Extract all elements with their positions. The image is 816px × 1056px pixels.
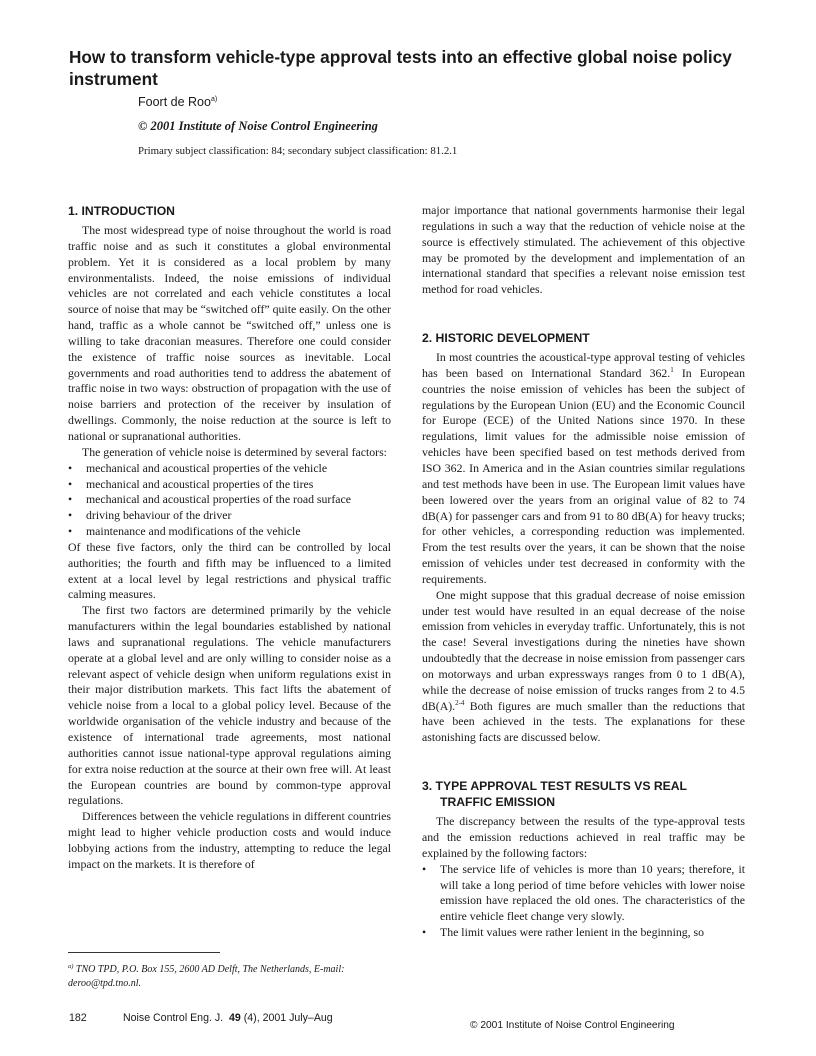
section-heading-introduction: 1. INTRODUCTION	[68, 204, 175, 218]
list-item: • driving behaviour of the driver	[68, 508, 391, 524]
type-approval-paragraph-1: The discrepancy between the results of the type-approval tests and the emission reductions achieved in real traffic may be explained by the following factors:	[422, 814, 745, 860]
paper-title: How to transform vehicle-type approval tests into an effective global noise policy instrument	[69, 47, 732, 89]
section-heading-line-1: 3. TYPE APPROVAL TEST RESULTS VS REAL	[422, 779, 688, 794]
list-item: • mechanical and acoustical properties of the vehicle	[68, 461, 391, 477]
historic-paragraph-2	[422, 588, 745, 746]
page-number: 182	[69, 1012, 87, 1024]
intro-paragraph-5: Differences between the vehicle regulations in different countries might lead to higher vehicle production costs and would induce lobbying actions from the industry, attempting to reduce the legal impact on the markets. It is therefore of	[68, 809, 391, 871]
historic-paragraph-1	[422, 350, 745, 588]
section-heading-line-2: TRAFFIC EMISSION	[440, 795, 556, 810]
historic-paragraph-2-text-b: Both figures are much smaller than the reductions that have been achieved in the tests. The explanations for these astonishing facts are discussed below.	[422, 698, 745, 745]
author-name-text: Foort de Roo	[138, 95, 211, 109]
footnote-mark: a)	[68, 963, 74, 970]
author-footnote	[68, 960, 391, 991]
intro-paragraph-2: The generation of vehicle noise is determined by several factors:	[82, 444, 387, 459]
intro-paragraph-3: Of these five factors, only the third can be controlled by local authorities; the fourth and fifth may be influenced to a limited extent at a local level by legal restrictions and physical traffic calming measures.	[68, 539, 391, 602]
journal-issue-date: (4), 2001 July–Aug	[243, 1012, 333, 1024]
header-copyright: © 2001 Institute of Noise Control Engineering	[138, 119, 378, 133]
left-column	[68, 203, 391, 873]
list-item: • The service life of vehicles is more than 10 years; therefore, it will take a long period of time before vehicles with lower noise emission have replaced the old ones. The characteristics of the entire vehicle fleet change very slowly.	[422, 862, 745, 925]
author-footnote-mark: a)	[210, 96, 218, 103]
footnote-text: TNO TPD, P.O. Box 155, 2600 AD Delft, The Netherlands, E-mail: deroo@tpd.tno.nl.	[68, 964, 345, 989]
footnote-divider	[68, 952, 220, 953]
list-item: • maintenance and modifications of the vehicle	[68, 524, 391, 540]
intro-paragraph-1: The most widespread type of noise throughout the world is road traffic noise and as such it constitutes a global environmental problem. Yet it is considered as a local problem by many environmentalists. Indeed, the noise emissions of individual vehicles are not correlated and each vehicle constitutes a local source of noise that may be “switched off” quite easily. On the other hand, traffic as a whole cannot be “switched off,” unless one is willing to take draconian measures. Therefore one could consider the existence of traffic noise sources as inevitable. Local governments and road authorities tend to address the abatement of traffic noise in two ways: obstruction of propagation with the use of noise barriers and protection of the receiver by insulation of dwellings. Commonly, the noise reduction at the source is left to national or supranational authorities.	[68, 223, 391, 443]
list-item: • mechanical and acoustical properties of the road surface	[68, 492, 391, 508]
page-footer-copyright: © 2001 Institute of Noise Control Engineering	[470, 1020, 675, 1031]
right-column	[422, 203, 745, 941]
historic-paragraph-1-text-b: In European countries the noise emission of vehicles has been the subject of regulations by the European Union (EU) and the Economic Council for Europe (ECE) of the United Nations since 1970. In these regulations, limit values for the admissible noise emission of vehicles have been specified based on test methods derived from ISO 362. In America and in the Asian countries similar regulations and test methods have been in use. The European limit values have been lowered over the years from an original value of 82 to 74 dB(A) for passenger cars and from 91 to 80 dB(A) for heavy trucks; for other vehicles, a corresponding reduction was implemented. From the test results over the years, it can be shown that the noise emission of vehicles under test decreased in conformity with the requirements.	[422, 365, 745, 586]
historic-paragraph-2-text-a: One might suppose that this gradual decrease of noise emission under test would have resulted in an equal decrease of the noise emission from vehicles in everyday traffic. Unfortunately, this is not the case! Several investigations during the nineties have shown undoubtedly that the decrease in noise emission from passenger cars on motorways and urban expressways ranges from 0 to 1 dB(A), while the decrease of noise emission of trucks ranges from 2 to 4.5 dB(A).	[422, 587, 745, 713]
historic-paragraph-1-text-a: In most countries the acoustical-type approval testing of vehicles has been based on International Standard 362.	[422, 350, 745, 380]
journal-name: Noise Control Eng. J.	[123, 1012, 224, 1024]
reference-mark: 2-4	[455, 698, 465, 707]
subject-classification: Primary subject classification: 84; secondary subject classification: 81.2.1	[138, 145, 458, 157]
intro-paragraph-4: The first two factors are determined primarily by the vehicle manufacturers within the legal boundaries established by national laws and supranational regulations. The vehicle manufacturers operate at a global level and are only willing to consider noise as a relevant aspect of vehicle design when uniform regulations exist in their major distribution markets. This fact lifts the abatement of vehicle noise from a local to a global policy level. Because of the worldwide organisation of the vehicle industry and because of the existence of international trade agreements, most national authorities cannot issue national-type approval regulations aiming for extra noise reduction at the source at their own free will. At least the European countries are bound by common-type approval regulations.	[68, 603, 391, 808]
section-heading-type-approval	[422, 778, 745, 810]
factor-list	[68, 461, 391, 540]
page-footer-left	[69, 1012, 333, 1024]
reference-mark: 1	[670, 365, 674, 374]
intro-paragraph-5-continued: major importance that national governments harmonise their legal regulations in such a way that the reduction of vehicle noise at the source is effectively stimulated. The achievement of this objective may be promoted by the development and implementation of an international standard that specifies a relevant noise emission test method for road vehicles.	[422, 203, 745, 297]
author-name	[138, 95, 217, 109]
section-heading-historic: 2. HISTORIC DEVELOPMENT	[422, 331, 590, 346]
journal-volume: 49	[229, 1012, 241, 1024]
list-item: • mechanical and acoustical properties of the tires	[68, 477, 391, 493]
discrepancy-factor-list	[422, 862, 745, 941]
list-item: • The limit values were rather lenient in the beginning, so	[422, 925, 745, 941]
